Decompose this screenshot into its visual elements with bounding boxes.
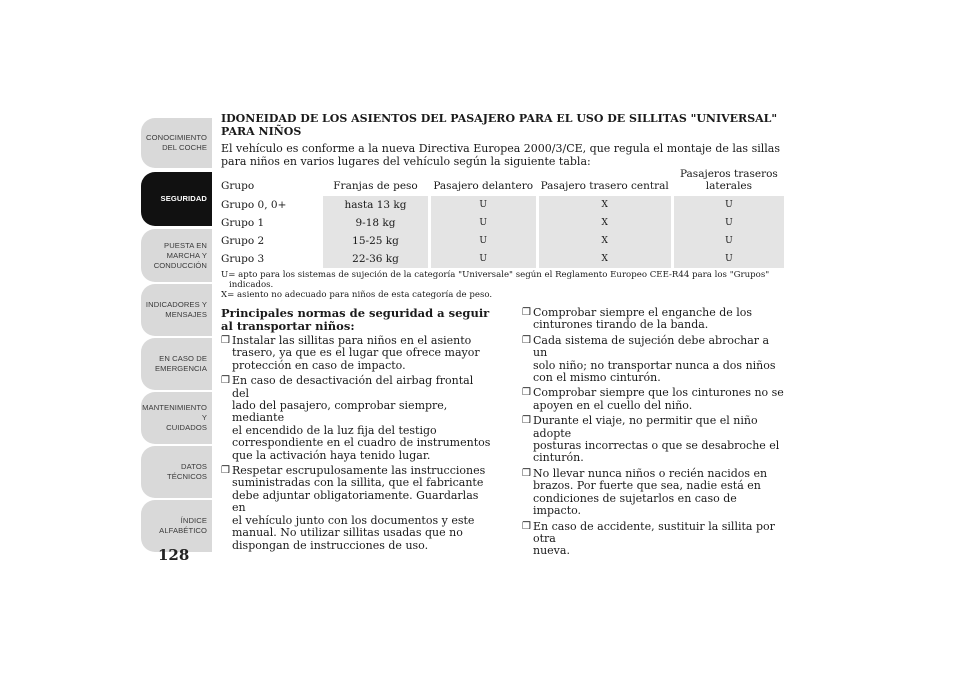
checkbox-bullet-icon: ❒ — [221, 465, 230, 477]
tab-en-caso-de-emergencia[interactable]: EN CASO DE EMERGENCIA — [141, 338, 212, 390]
cell-weight: 22-36 kg — [323, 250, 428, 268]
cell-group: Grupo 2 — [221, 234, 265, 247]
note-u-continuation: indicados. — [229, 280, 274, 290]
rules-title: Principales normas de seguridad a seguir al transportar niños: — [221, 306, 490, 333]
list-item-text: Comprobar siempre que los cinturones no se apoyen en el cuello del niño. — [533, 386, 784, 412]
cell-rear-side: U — [674, 214, 784, 232]
list-item — [221, 375, 491, 462]
cell-weight: 15-25 kg — [323, 232, 428, 250]
cell-front: U — [431, 250, 536, 268]
list-item-text: Comprobar siempre el enganche de los cinturones tirando de la banda. — [533, 306, 753, 332]
checkbox-bullet-icon: ❒ — [522, 415, 531, 427]
list-item-text: En caso de desactivación del airbag frontal del lado del pasajero, comprobar siempre, mediante el encendido de la luz fija del testigo correspondiente en el cuadro de instrumentos que la activación haya tenido lugar. — [232, 374, 491, 462]
list-item — [221, 335, 491, 372]
checkbox-bullet-icon: ❒ — [522, 307, 531, 318]
tab-seguridad[interactable]: SEGURIDAD — [141, 172, 212, 226]
header-pasajero-delantero: Pasajero delantero — [433, 179, 534, 192]
cell-rear-center: X — [539, 232, 671, 250]
list-item-text: Cada sistema de sujeción debe abrochar a un solo niño; no transportar nunca a dos niños con el mismo cinturón. — [533, 333, 776, 385]
header-pasajero-trasero-central: Pasajero trasero central — [540, 179, 669, 192]
list-item — [522, 387, 784, 412]
list-item — [522, 468, 784, 518]
table-row — [221, 250, 784, 268]
rules-right-column — [522, 307, 784, 561]
list-item — [522, 521, 784, 558]
checkbox-bullet-icon: ❒ — [221, 375, 230, 387]
cell-front: U — [431, 214, 536, 232]
tab-indice-alfabetico[interactable]: ÍNDICE ALFABÉTICO — [141, 500, 212, 552]
cell-group: Grupo 3 — [221, 252, 265, 265]
table-row — [221, 196, 784, 214]
rules-columns — [221, 307, 784, 561]
list-item-text: Durante el viaje, no permitir que el niño adopte posturas incorrectas o que se desabroche el cinturón. — [533, 414, 780, 465]
tab-indicadores-y-mensajes[interactable]: INDICADORES Y MENSAJES — [141, 284, 212, 336]
checkbox-bullet-icon: ❒ — [522, 467, 531, 479]
cell-group: Grupo 0, 0+ — [221, 198, 287, 211]
table-row — [221, 214, 784, 232]
list-item-text: Respetar escrupulosamente las instrucciones suministradas con la sillita, que el fabricante debe adjuntar obligatoriamente. Guardarlas en el vehículo junto con los documentos y este manual. No utilizar sillitas usadas que no dispongan de instrucciones de uso. — [232, 464, 486, 552]
cell-rear-center: X — [539, 196, 671, 214]
tab-mantenimiento-y-cuidados[interactable]: MANTENIMIENTO Y CUIDADOS — [141, 392, 212, 444]
checkbox-bullet-icon: ❒ — [522, 387, 531, 399]
header-franjas-de-peso: Franjas de peso — [333, 179, 418, 192]
note-u-line: U= apto para los sistemas de sujeción de la categoría "Universale" según el Reglamento Europeo CEE-R44 para los "Grupos" — [221, 270, 770, 280]
list-item-text: En caso de accidente, sustituir la sillita por otra nueva. — [533, 519, 775, 558]
cell-front: U — [431, 196, 536, 214]
cell-rear-side: U — [674, 250, 784, 268]
page-number: 128 — [158, 546, 190, 564]
tab-datos-tecnicos[interactable]: DATOS TÉCNICOS — [141, 446, 212, 498]
note-x-line: X= asiento no adecuado para niños de esta categoría de peso. — [221, 290, 493, 300]
header-grupo: Grupo — [221, 179, 255, 192]
checkbox-bullet-icon: ❒ — [522, 520, 531, 532]
table-row — [221, 232, 784, 250]
table-notes — [221, 270, 784, 300]
checkbox-bullet-icon: ❒ — [522, 334, 531, 346]
list-item — [522, 415, 784, 465]
cell-rear-side: U — [674, 196, 784, 214]
section-heading: IDONEIDAD DE LOS ASIENTOS DEL PASAJERO PARA EL USO DE SILLITAS "UNIVERSAL" PARA NIÑOS — [221, 112, 778, 138]
list-item — [522, 335, 784, 385]
main-content — [221, 113, 784, 561]
tab-puesta-en-marcha[interactable]: PUESTA EN MARCHA Y CONDUCCIÓN — [141, 229, 212, 282]
cell-group: Grupo 1 — [221, 216, 265, 229]
cell-weight: 9-18 kg — [323, 214, 428, 232]
list-item-text: Instalar las sillitas para niños en el asiento trasero, ya que es el lugar que ofrece mayor protección en caso de impacto. — [232, 334, 480, 372]
list-item — [522, 307, 784, 332]
cell-rear-center: X — [539, 214, 671, 232]
tab-conocimiento-del-coche[interactable]: CONOCIMIENTO DEL COCHE — [141, 118, 212, 168]
cell-rear-side: U — [674, 232, 784, 250]
list-item — [221, 465, 491, 552]
list-item-text: No llevar nunca niños o recién nacidos en brazos. Por fuerte que sea, nadie está en condiciones de sujetarlos en caso de impacto. — [533, 466, 768, 518]
intro-paragraph: El vehículo es conforme a la nueva Directiva Europea 2000/3/CE, que regula el montaje de las sillas para niños en varios lugares del vehículo según la siguiente tabla: — [221, 142, 780, 168]
cell-rear-center: X — [539, 250, 671, 268]
rules-left-column — [221, 307, 491, 561]
cell-front: U — [431, 232, 536, 250]
cell-weight: hasta 13 kg — [323, 196, 428, 214]
header-pasajeros-traseros-laterales: Pasajeros traseros laterales — [679, 168, 778, 192]
checkbox-bullet-icon: ❒ — [221, 335, 230, 346]
table-header-row — [221, 169, 784, 196]
child-seat-suitability-table — [218, 169, 787, 268]
